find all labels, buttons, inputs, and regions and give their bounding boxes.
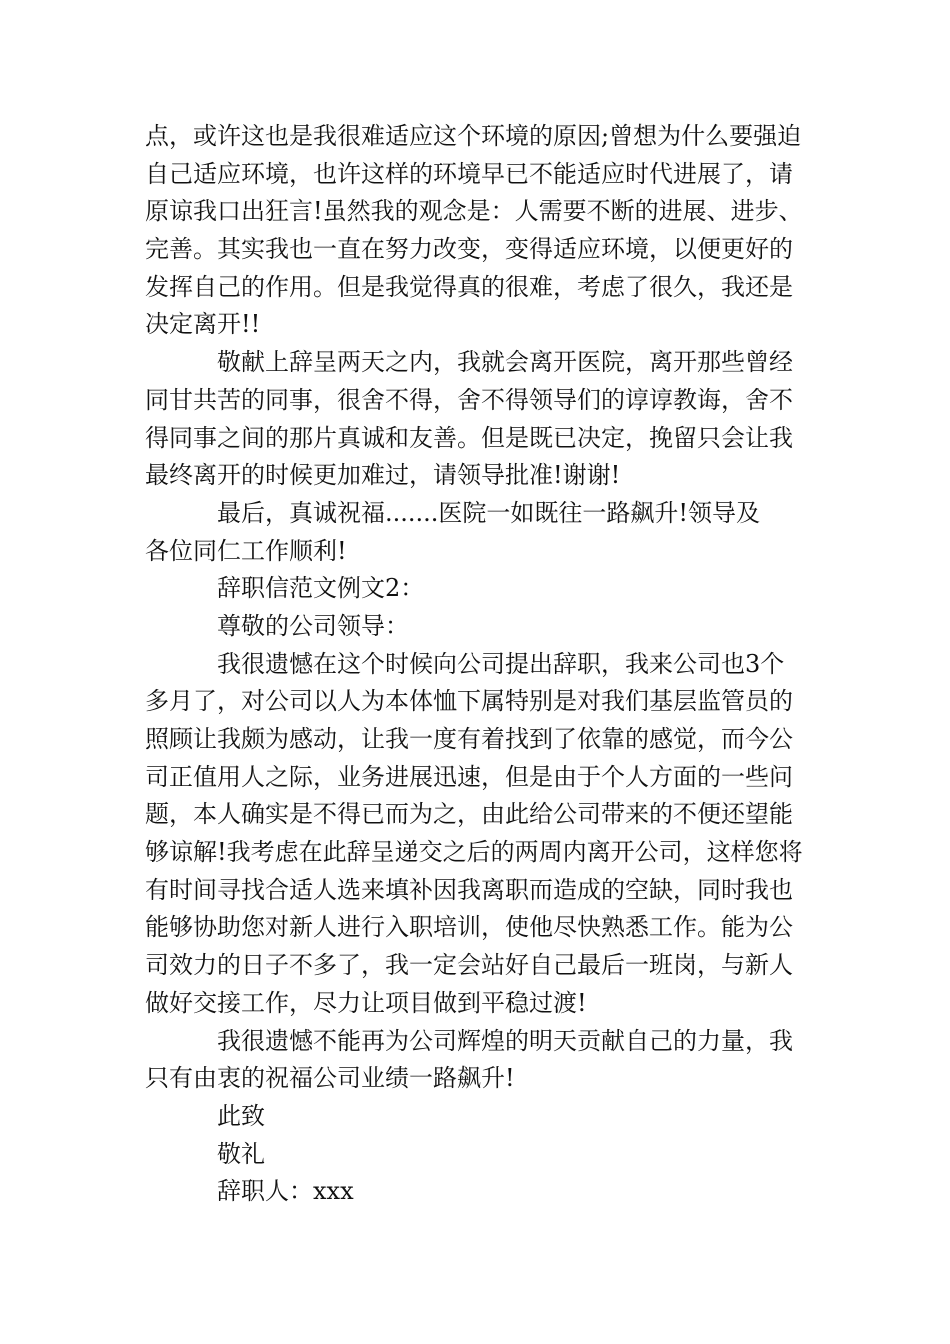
- text-line: 同甘共苦的同事，很舍不得，舍不得领导们的谆谆教诲，舍不: [145, 385, 793, 414]
- text-line: 原谅我口出狂言!虽然我的观念是：人需要不断的进展、进步、: [145, 197, 803, 226]
- text-line: 能够协助您对新人进行入职培训，使他尽快熟悉工作。能为公: [145, 913, 793, 942]
- text-line: 够谅解!我考虑在此辞呈递交之后的两周内离开公司，这样您将: [145, 838, 803, 867]
- text-line: 完善。其实我也一直在努力改变，变得适应环境，以便更好的: [145, 235, 793, 264]
- salutation: 尊敬的公司领导：: [217, 611, 409, 640]
- text-line: 司正值用人之际，业务进展迅速，但是由于个人方面的一些问: [145, 762, 793, 791]
- paragraph-start-line: 敬献上辞呈两天之内，我就会离开医院，离开那些曾经: [217, 348, 793, 377]
- text-line: 自己适应环境，也许这样的环境早已不能适应时代进展了，请: [145, 159, 793, 188]
- text-line: 只有由衷的祝福公司业绩一路飙升!: [145, 1064, 515, 1093]
- signature-line: 辞职人：xxx: [217, 1177, 354, 1206]
- text-line: 多月了，对公司以人为本体恤下属特别是对我们基层监管员的: [145, 687, 793, 716]
- section-heading: 辞职信范文例文2：: [217, 574, 425, 603]
- text-line: 有时间寻找合适人选来填补因我离职而造成的空缺，同时我也: [145, 875, 793, 904]
- text-line: 决定离开!!: [145, 310, 261, 339]
- text-line: 点，或许这也是我很难适应这个环境的原因;曾想为什么要强迫: [145, 122, 802, 150]
- text-line: 各位同仁工作顺利!: [145, 536, 347, 565]
- paragraph-start-line: 我很遗憾在这个时候向公司提出辞职，我来公司也3个: [217, 649, 785, 678]
- text-line: 做好交接工作，尽力让项目做到平稳过渡!: [145, 988, 587, 1017]
- letter-body: [145, 118, 805, 1211]
- paragraph-start-line: 最后，真诚祝福.......医院一如既往一路飙升!领导及: [217, 498, 761, 527]
- text-line: 照顾让我颇为感动，让我一度有着找到了依靠的感觉，而今公: [145, 725, 793, 753]
- text-line: 最终离开的时候更加难过，请领导批准!谢谢!: [145, 461, 621, 490]
- closing-line: 此致: [217, 1101, 265, 1130]
- text-line: 得同事之间的那片真诚和友善。但是既已决定，挽留只会让我: [145, 423, 793, 452]
- text-line: 题，本人确实是不得已而为之，由此给公司带来的不便还望能: [145, 800, 793, 829]
- text-line: 发挥自己的作用。但是我觉得真的很难，考虑了很久，我还是: [145, 272, 793, 301]
- closing-regards: 敬礼: [217, 1139, 265, 1168]
- text-line: 司效力的日子不多了，我一定会站好自己最后一班岗，与新人: [145, 951, 793, 980]
- paragraph-start-line: 我很遗憾不能再为公司辉煌的明天贡献自己的力量，我: [217, 1026, 793, 1055]
